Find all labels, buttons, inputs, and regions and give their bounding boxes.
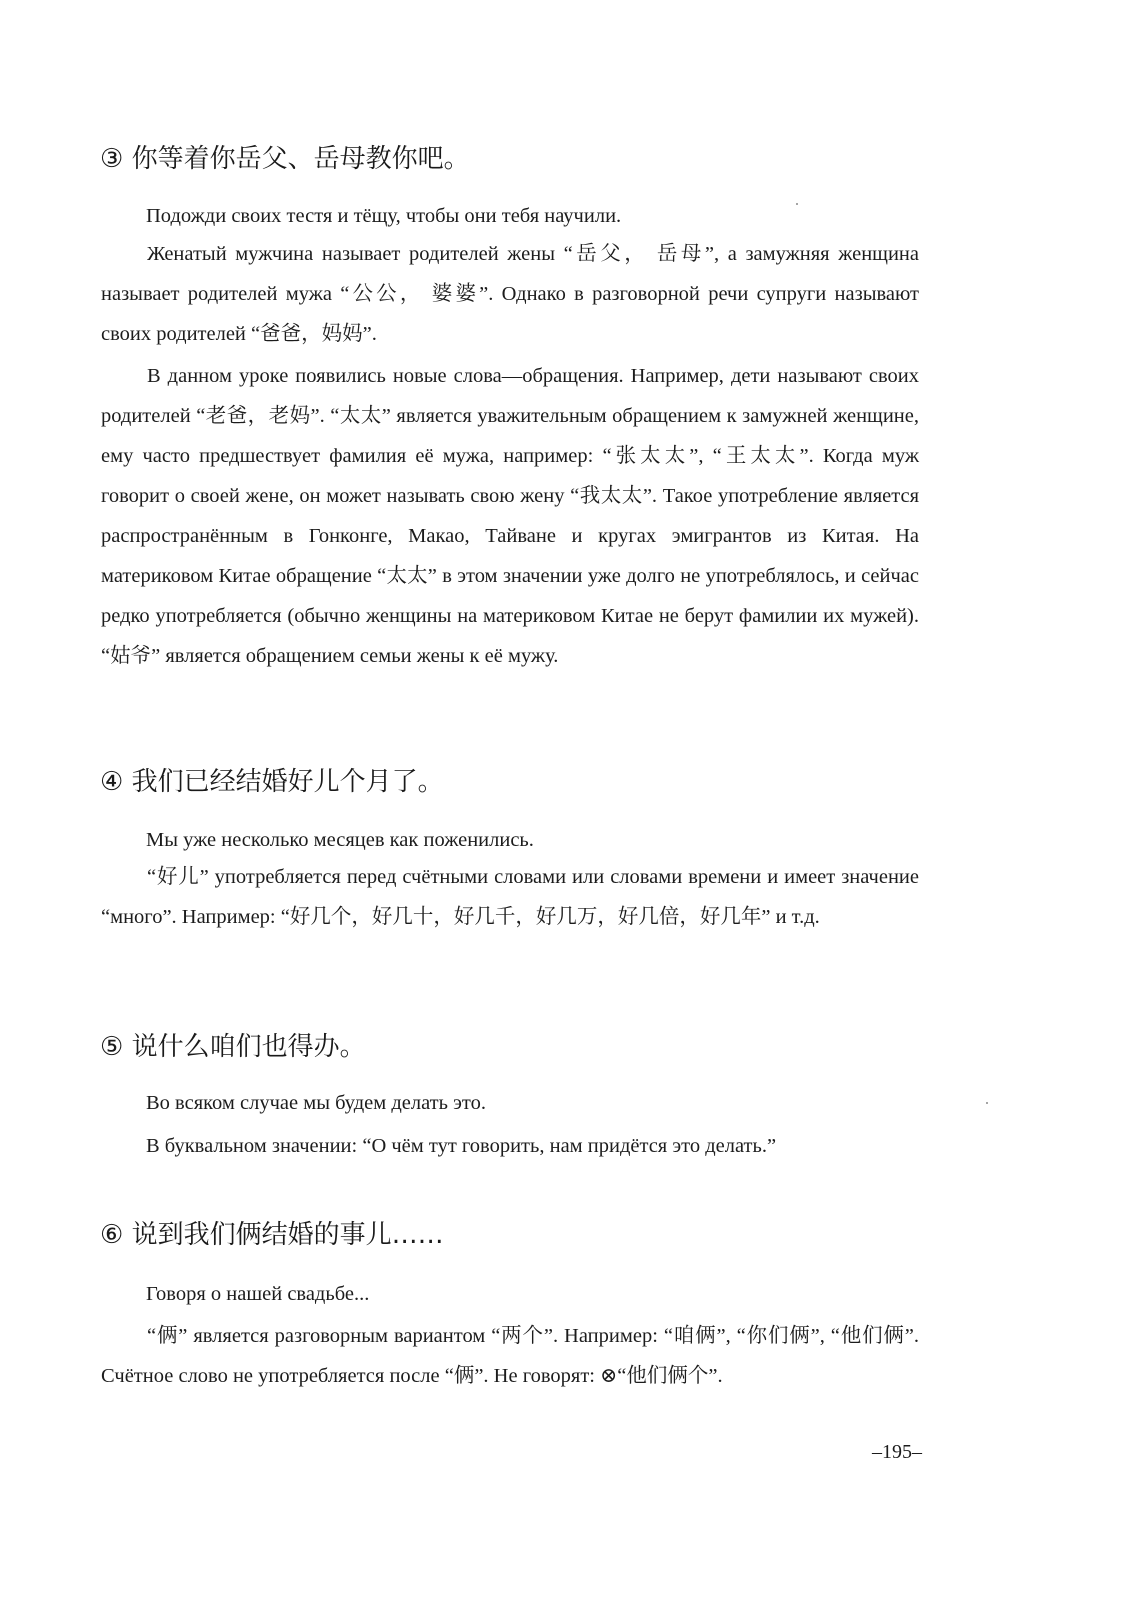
section-paragraph-3-2: В данном уроке появились новые слова—обращения. Например, дети называют своих родителей “老爸，老妈”. “太太” является уважительным обращением к замужней женщине, ему часто предшествует фамилия её мужа, например: “张太太”, “王太太”. Когда муж говорит о своей жене, он может называть свою жену “我太太”. Такое употребление является распространённым в Гонконге, Макао, Тайване и кругах эмигрантов из Китая. На материковом Китае обращение “太太” в этом значении уже долго не употреблялось, и сейчас редко употребляется (обычно женщины на материковом Китае не берут фамилии их мужей). “姑爷” является обращением семьи жены к её мужу. (101, 365, 919, 667)
page-number: –195– (872, 1441, 922, 1463)
section-heading-6: ⑥ 说到我们俩结婚的事儿…… (100, 1220, 444, 1250)
section-translation-4: Мы уже несколько месяцев как поженились. (146, 829, 534, 851)
section-translation-3: Подожди своих тестя и тёщу, чтобы они тебя научили. (146, 205, 622, 227)
section-paragraph-4-1: “好儿” употребляется перед счётными словами или словами времени и имеет значение “много”. Например: “好几个，好几十，好几千，好几万，好几倍，好几年” и т.д. (101, 866, 919, 928)
section-paragraph-5-1: В буквальном значении: “О чём тут говорить, нам придётся это делать.” (146, 1135, 777, 1157)
section-heading-3: ③ 你等着你岳父、岳母教你吧。 (100, 144, 470, 174)
section-paragraph-3-1: Женатый мужчина называет родителей жены “岳父， 岳母”, а замужняя женщина называет родителей мужа “公公， 婆婆”. Однако в разговорной речи супруги называют своих родителей “爸爸，妈妈”. (101, 243, 919, 345)
section-translation-5: Во всяком случае мы будем делать это. (146, 1092, 486, 1114)
section-translation-6: Говоря о нашей свадьбе... (146, 1283, 370, 1305)
section-heading-4: ④ 我们已经结婚好儿个月了。 (100, 767, 444, 797)
section-paragraph-6-1: “俩” является разговорным вариантом “两个”. Например: “咱俩”, “你们俩”, “他们俩”. Счётное слово не употребляется после “俩”. Не говорят: ⊗“他们俩个”. (101, 1325, 919, 1387)
section-heading-5: ⑤ 说什么咱们也得办。 (100, 1032, 366, 1062)
scan-speck (986, 1102, 988, 1104)
scan-speck (796, 203, 798, 205)
